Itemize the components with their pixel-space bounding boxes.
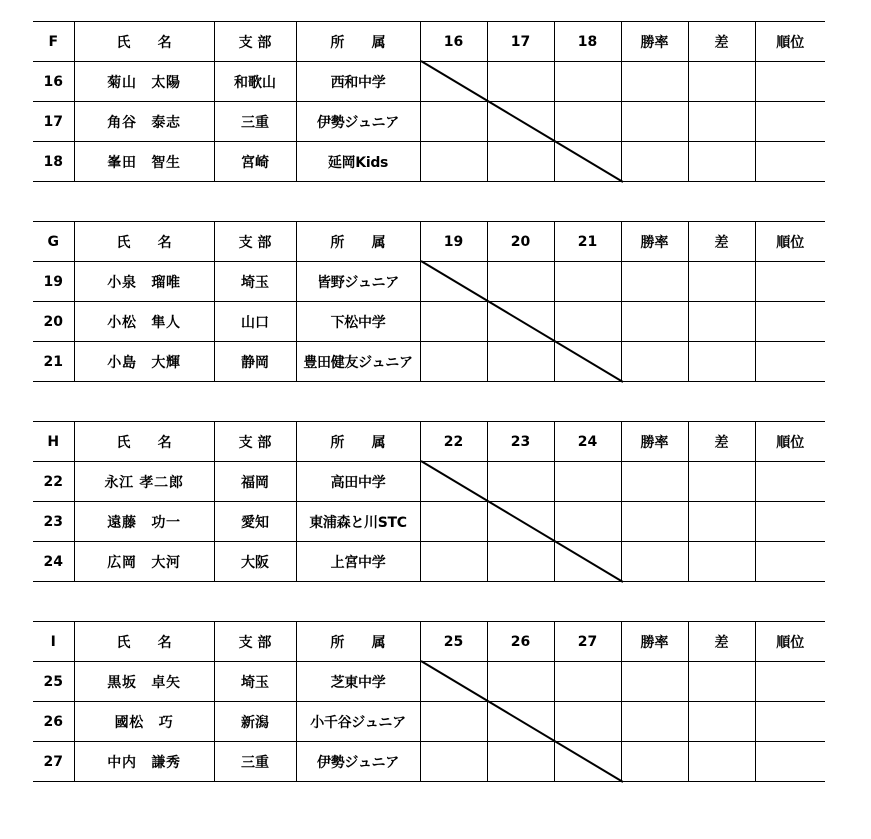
rank-cell xyxy=(755,302,825,342)
diff-cell xyxy=(688,542,755,582)
player-number: 17 xyxy=(33,102,74,142)
winrate-cell xyxy=(621,62,688,102)
winrate-cell xyxy=(621,262,688,302)
header-affiliation: 所 属 xyxy=(296,222,420,262)
player-affiliation: 東浦森と川STC xyxy=(296,502,420,542)
header-branch: 支 部 xyxy=(214,622,296,662)
league-table-g xyxy=(33,221,825,382)
match-result-cell xyxy=(420,302,487,342)
header-winrate: 勝率 xyxy=(621,622,688,662)
player-affiliation: 延岡Kids xyxy=(296,142,420,182)
winrate-cell xyxy=(621,342,688,382)
player-number: 16 xyxy=(33,62,74,102)
match-result-cell xyxy=(554,302,621,342)
player-row xyxy=(33,742,825,782)
winrate-cell xyxy=(621,742,688,782)
header-branch: 支 部 xyxy=(214,222,296,262)
player-name: 峯田 智生 xyxy=(74,142,214,182)
winrate-cell xyxy=(621,462,688,502)
match-result-cell xyxy=(487,262,554,302)
player-name: 黒坂 卓矢 xyxy=(74,662,214,702)
header-opponent-no: 27 xyxy=(554,622,621,662)
winrate-cell xyxy=(621,102,688,142)
player-branch: 三重 xyxy=(214,102,296,142)
rank-cell xyxy=(755,542,825,582)
header-diff: 差 xyxy=(688,622,755,662)
diff-cell xyxy=(688,62,755,102)
round-robin-grid xyxy=(33,221,825,382)
match-result-cell xyxy=(420,542,487,582)
player-row xyxy=(33,542,825,582)
header-diff: 差 xyxy=(688,422,755,462)
header-opponent-no: 19 xyxy=(420,222,487,262)
player-row xyxy=(33,662,825,702)
header-winrate: 勝率 xyxy=(621,22,688,62)
player-affiliation: 下松中学 xyxy=(296,302,420,342)
match-result-cell xyxy=(554,62,621,102)
match-result-cell xyxy=(420,62,487,102)
diff-cell xyxy=(688,142,755,182)
player-name: 中内 謙秀 xyxy=(74,742,214,782)
player-branch: 愛知 xyxy=(214,502,296,542)
league-label: I xyxy=(33,622,74,662)
player-number: 26 xyxy=(33,702,74,742)
header-opponent-no: 24 xyxy=(554,422,621,462)
match-result-cell xyxy=(420,462,487,502)
match-result-cell xyxy=(554,342,621,382)
player-row xyxy=(33,702,825,742)
winrate-cell xyxy=(621,702,688,742)
match-result-cell xyxy=(420,742,487,782)
player-name: 遠藤 功一 xyxy=(74,502,214,542)
player-row xyxy=(33,62,825,102)
player-name: 永江 孝二郎 xyxy=(74,462,214,502)
header-winrate: 勝率 xyxy=(621,222,688,262)
winrate-cell xyxy=(621,302,688,342)
player-row xyxy=(33,102,825,142)
player-number: 21 xyxy=(33,342,74,382)
round-robin-grid xyxy=(33,21,825,182)
diff-cell xyxy=(688,702,755,742)
rank-cell xyxy=(755,262,825,302)
player-name: 菊山 太陽 xyxy=(74,62,214,102)
match-result-cell xyxy=(420,702,487,742)
header-affiliation: 所 属 xyxy=(296,622,420,662)
player-row xyxy=(33,262,825,302)
player-name: 小松 隼人 xyxy=(74,302,214,342)
match-result-cell xyxy=(420,262,487,302)
player-branch: 福岡 xyxy=(214,462,296,502)
header-name: 氏 名 xyxy=(74,222,214,262)
player-name: 小島 大輝 xyxy=(74,342,214,382)
diff-cell xyxy=(688,502,755,542)
match-result-cell xyxy=(554,102,621,142)
league-label: F xyxy=(33,22,74,62)
match-result-cell xyxy=(554,702,621,742)
match-result-cell xyxy=(487,662,554,702)
match-result-cell xyxy=(554,142,621,182)
player-branch: 大阪 xyxy=(214,542,296,582)
header-branch: 支 部 xyxy=(214,22,296,62)
match-result-cell xyxy=(420,142,487,182)
match-result-cell xyxy=(554,742,621,782)
match-result-cell xyxy=(487,342,554,382)
rank-cell xyxy=(755,662,825,702)
league-label: G xyxy=(33,222,74,262)
rank-cell xyxy=(755,342,825,382)
header-row xyxy=(33,422,825,462)
player-number: 18 xyxy=(33,142,74,182)
header-name: 氏 名 xyxy=(74,622,214,662)
player-branch: 埼玉 xyxy=(214,262,296,302)
league-table-f xyxy=(33,21,825,182)
rank-cell xyxy=(755,102,825,142)
player-affiliation: 伊勢ジュニア xyxy=(296,742,420,782)
player-number: 24 xyxy=(33,542,74,582)
round-robin-grid xyxy=(33,421,825,582)
match-result-cell xyxy=(554,262,621,302)
player-branch: 和歌山 xyxy=(214,62,296,102)
league-table-i xyxy=(33,621,825,782)
header-opponent-no: 26 xyxy=(487,622,554,662)
match-result-cell xyxy=(554,462,621,502)
match-result-cell xyxy=(487,462,554,502)
header-opponent-no: 23 xyxy=(487,422,554,462)
player-affiliation: 西和中学 xyxy=(296,62,420,102)
player-branch: 埼玉 xyxy=(214,662,296,702)
header-affiliation: 所 属 xyxy=(296,422,420,462)
diff-cell xyxy=(688,662,755,702)
rank-cell xyxy=(755,142,825,182)
header-name: 氏 名 xyxy=(74,22,214,62)
rank-cell xyxy=(755,62,825,102)
diff-cell xyxy=(688,742,755,782)
player-branch: 山口 xyxy=(214,302,296,342)
player-number: 25 xyxy=(33,662,74,702)
rank-cell xyxy=(755,702,825,742)
player-affiliation: 高田中学 xyxy=(296,462,420,502)
player-name: 小泉 瑠唯 xyxy=(74,262,214,302)
match-result-cell xyxy=(487,142,554,182)
header-winrate: 勝率 xyxy=(621,422,688,462)
diff-cell xyxy=(688,262,755,302)
match-result-cell xyxy=(487,302,554,342)
player-name: 國松 巧 xyxy=(74,702,214,742)
diff-cell xyxy=(688,302,755,342)
header-rank: 順位 xyxy=(755,622,825,662)
match-result-cell xyxy=(554,662,621,702)
player-affiliation: 皆野ジュニア xyxy=(296,262,420,302)
match-result-cell xyxy=(420,662,487,702)
header-row xyxy=(33,622,825,662)
header-opponent-no: 21 xyxy=(554,222,621,262)
player-branch: 静岡 xyxy=(214,342,296,382)
header-diff: 差 xyxy=(688,222,755,262)
player-row xyxy=(33,462,825,502)
winrate-cell xyxy=(621,662,688,702)
player-affiliation: 小千谷ジュニア xyxy=(296,702,420,742)
player-branch: 新潟 xyxy=(214,702,296,742)
round-robin-grid xyxy=(33,621,825,782)
header-diff: 差 xyxy=(688,22,755,62)
rank-cell xyxy=(755,462,825,502)
league-label: H xyxy=(33,422,74,462)
header-opponent-no: 16 xyxy=(420,22,487,62)
match-result-cell xyxy=(420,102,487,142)
player-branch: 三重 xyxy=(214,742,296,782)
winrate-cell xyxy=(621,542,688,582)
header-row xyxy=(33,222,825,262)
match-result-cell xyxy=(487,62,554,102)
player-row xyxy=(33,342,825,382)
header-name: 氏 名 xyxy=(74,422,214,462)
player-row xyxy=(33,302,825,342)
match-result-cell xyxy=(487,542,554,582)
header-opponent-no: 20 xyxy=(487,222,554,262)
header-opponent-no: 25 xyxy=(420,622,487,662)
player-number: 22 xyxy=(33,462,74,502)
header-opponent-no: 22 xyxy=(420,422,487,462)
match-result-cell xyxy=(487,102,554,142)
header-rank: 順位 xyxy=(755,222,825,262)
player-row xyxy=(33,142,825,182)
header-row xyxy=(33,22,825,62)
header-opponent-no: 17 xyxy=(487,22,554,62)
player-row xyxy=(33,502,825,542)
diff-cell xyxy=(688,102,755,142)
winrate-cell xyxy=(621,142,688,182)
match-result-cell xyxy=(487,702,554,742)
rank-cell xyxy=(755,502,825,542)
winrate-cell xyxy=(621,502,688,542)
player-number: 23 xyxy=(33,502,74,542)
player-affiliation: 上宮中学 xyxy=(296,542,420,582)
player-branch: 宮崎 xyxy=(214,142,296,182)
player-number: 27 xyxy=(33,742,74,782)
header-opponent-no: 18 xyxy=(554,22,621,62)
match-result-cell xyxy=(420,342,487,382)
header-branch: 支 部 xyxy=(214,422,296,462)
match-result-cell xyxy=(487,502,554,542)
header-rank: 順位 xyxy=(755,22,825,62)
match-result-cell xyxy=(420,502,487,542)
league-table-h xyxy=(33,421,825,582)
header-affiliation: 所 属 xyxy=(296,22,420,62)
diff-cell xyxy=(688,462,755,502)
player-affiliation: 伊勢ジュニア xyxy=(296,102,420,142)
player-affiliation: 芝東中学 xyxy=(296,662,420,702)
player-affiliation: 豊田健友ジュニア xyxy=(296,342,420,382)
match-result-cell xyxy=(554,502,621,542)
match-result-cell xyxy=(487,742,554,782)
player-number: 19 xyxy=(33,262,74,302)
player-name: 広岡 大河 xyxy=(74,542,214,582)
diff-cell xyxy=(688,342,755,382)
header-rank: 順位 xyxy=(755,422,825,462)
player-name: 角谷 泰志 xyxy=(74,102,214,142)
match-result-cell xyxy=(554,542,621,582)
rank-cell xyxy=(755,742,825,782)
player-number: 20 xyxy=(33,302,74,342)
